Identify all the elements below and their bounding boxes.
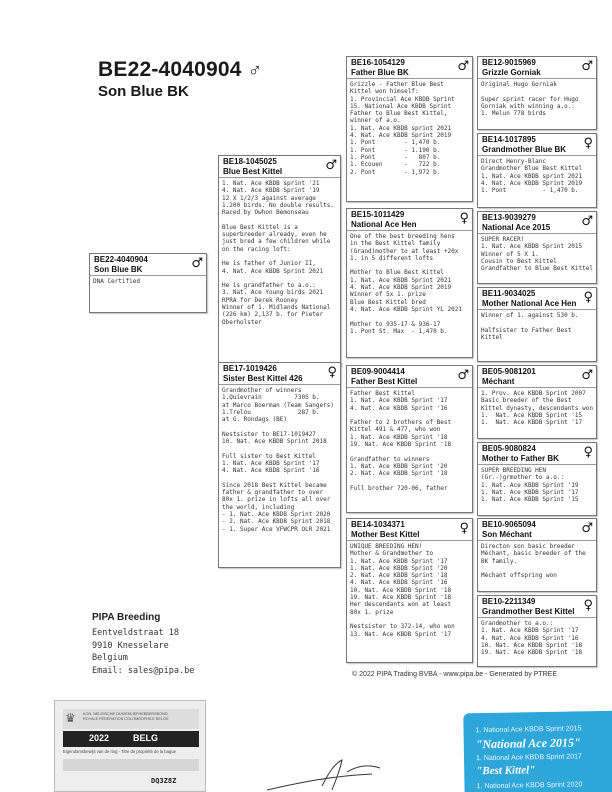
card-line: 1. Provincial Ace KBDB Sprint (350, 95, 455, 103)
card-line: Kittel dynasty, descendants won (481, 404, 593, 412)
card-line (350, 313, 469, 320)
female-symbol-icon: ♀ (327, 365, 337, 380)
ring-number: BE17-1019426 (223, 364, 277, 373)
card-header (478, 57, 596, 79)
signature-icon (262, 752, 432, 792)
card-line: 4. Nat. Ace KBDB Sprint '16 (222, 467, 320, 475)
card-line: 1. Pont - 1,470 b. (481, 187, 579, 195)
card-line: Méchant offspring won (481, 572, 557, 580)
card-line: just bred a few children while (222, 238, 331, 246)
card-line: 2. Pont - 1,972 b. (350, 168, 441, 176)
card-line: Blue Best Kittel is a (222, 223, 298, 231)
card-line (222, 253, 337, 260)
card-line: Full sister to Best Kittel (222, 452, 316, 460)
card-line: 1. Nat. Ace KBDB Sprint '17 (481, 627, 579, 635)
card-body (478, 388, 596, 428)
card-header (478, 134, 596, 156)
banner-line-5: 1. National Ace KBDB Sprint 2020 (476, 781, 583, 791)
banner-line-4: "Best Kittel" (476, 764, 536, 778)
card-line: Original Hugo Gorniak (481, 81, 557, 88)
card-line: 4. Nat. Ace KBDB Sprint 2019 (350, 284, 452, 292)
pigeon-name: Father Blue BK (351, 68, 409, 77)
card-header (90, 254, 206, 276)
card-header (478, 212, 596, 234)
male-symbol-icon: ♂ (581, 59, 593, 74)
card-line: 4. Nat. Ace KBDB Sprint YL 2021 (350, 305, 462, 313)
card-line: He is father of Junior II, (222, 260, 316, 268)
pedigree-card (218, 155, 341, 366)
pedigree-card (477, 133, 597, 208)
male-symbol-icon: ♂ (191, 256, 203, 271)
card-line: 1. Pont - 807 b. (350, 153, 441, 161)
pigeon-name: Grandmother Best Kittel (482, 607, 575, 616)
female-symbol-icon: ♀ (459, 211, 469, 226)
card-line: 4. Nat. Ace KBDB Sprint '16 (350, 404, 448, 412)
card-line: Mother & Grandmother to (350, 550, 434, 558)
card-line: father & grandfather to over (222, 489, 324, 497)
ring-certificate (54, 700, 206, 792)
breeder-country: Belgium (92, 653, 128, 663)
card-line: Since 2018 Best Kittel became (222, 481, 327, 489)
card-body (219, 178, 340, 328)
card-body (347, 541, 472, 640)
ring-card-caption: Eigendomsbewijs van de ring - Titre de propriété de la bague (63, 749, 176, 754)
card-line: 4. Nat. Ace KBDB Sprint 2019 (350, 132, 452, 140)
card-body (478, 156, 596, 196)
card-line: 10. Nat. Ace KBDB Sprint '18 (481, 641, 583, 649)
page-title-ring: BE22-4040904 (98, 58, 242, 81)
card-line: Cousin to Best Kittel (481, 257, 557, 265)
card-line: DNA Certified (93, 278, 140, 285)
male-symbol-icon: ♂ (247, 60, 263, 81)
banner-line-1: 1. National Ace KBDB Sprint 2015 (475, 725, 582, 735)
ring-number: BE18-1045025 (223, 157, 277, 166)
card-line: (Grand)mother to at least +20x (350, 247, 459, 255)
breeder-city: 9910 Knesselare (92, 640, 169, 651)
card-line: Basic breeder of the Best (481, 397, 572, 405)
card-line: 1. Nat. Ace KBDB Sprint '17 (481, 419, 583, 427)
card-line: Méchant, basic breeder of the (481, 550, 586, 558)
pigeon-name: Son Blue BK (94, 265, 143, 274)
card-line (350, 412, 469, 419)
card-line (350, 478, 469, 485)
card-line: Full brother 720-06, father (350, 484, 448, 492)
card-header (478, 519, 596, 541)
card-line: 1. Pont - 1.190 b. (350, 146, 441, 154)
card-line: Kittel won himself: (350, 88, 419, 96)
male-symbol-icon: ♂ (581, 368, 593, 383)
card-line: 1. Nat. Ace KBDB Sprint '19 (481, 481, 579, 489)
card-line (481, 565, 593, 572)
card-body (347, 231, 472, 337)
card-body (478, 541, 596, 581)
card-line: on the racing loft: (222, 245, 291, 253)
breeder-email: Email: sales@pipa.be (92, 665, 195, 676)
card-line: Kittel 491 & 477, who won (350, 426, 441, 434)
card-line: 1. Nat. Ace KBDB Sprint '20 (350, 462, 448, 470)
card-body (478, 310, 596, 343)
card-header (478, 443, 596, 465)
card-body (478, 618, 596, 658)
card-line (222, 445, 337, 452)
card-line: at Marco Boerman (Team Sangers) (222, 401, 334, 409)
pedigree-card (89, 253, 207, 313)
breeder-name: PIPA Breeding (92, 612, 161, 623)
pedigree-card (477, 56, 597, 130)
ring-number: BE10-2211349 (482, 597, 536, 606)
female-symbol-icon: ♀ (583, 445, 593, 460)
card-line: RPRA for Derek Rooney (222, 296, 298, 304)
pigeon-name: Blue Best Kittel (223, 167, 283, 176)
card-line: in the Best Kittel family (350, 240, 441, 248)
card-line (222, 423, 337, 430)
ring-number: BE12-9015969 (482, 58, 536, 67)
card-line: Father to Blue Best Kittel, (350, 110, 448, 118)
card-line: Nestsister to 372-14, who won (350, 623, 455, 631)
pedigree-card (477, 211, 597, 284)
card-line: 3. Nat. Ace Young birds 2021 (222, 289, 324, 297)
pedigree-card (477, 595, 597, 667)
card-line: Grandmother of winners (222, 387, 302, 394)
card-line: Grandfather to Blue Best Kittel (481, 265, 593, 273)
card-line: Winner of 5x 1. prize (350, 291, 426, 299)
pedigree-card (477, 442, 597, 516)
card-line: Direct Henry-Blanc (481, 158, 547, 165)
card-body (478, 234, 596, 274)
pigeon-name: Méchant (482, 377, 515, 386)
card-line: 1. Nat. Ace KBDB Sprint '17 (222, 459, 320, 467)
card-header (219, 363, 340, 385)
card-line: 1. Melun 778 birds (481, 110, 547, 118)
card-line: the world, including (222, 503, 295, 511)
pedigree-card (477, 365, 597, 439)
card-line: superbreeder already, even he (222, 231, 327, 239)
card-line: He is grandfather to a.o.: (222, 282, 316, 290)
crown-icon: ♛ (65, 711, 76, 725)
female-symbol-icon: ♀ (583, 598, 593, 613)
card-line: 10. Nat. Ace KBDB Sprint '18 (350, 586, 452, 594)
card-line: Father Best Kittel (350, 390, 416, 397)
ring-number: BE14-1017895 (482, 135, 536, 144)
male-symbol-icon: ♂ (457, 59, 469, 74)
card-line (222, 475, 337, 482)
pigeon-name: Father Best Kittel (351, 377, 418, 386)
card-line: - 1. Super Ace VFWCPR OLR 2021 (222, 525, 331, 533)
card-line: Nestsister to BE17-1019427 (222, 430, 316, 438)
ring-number: BE15-1011429 (351, 210, 405, 219)
page-subtitle: Son Blue BK (98, 83, 189, 100)
card-line: 19. Nat. Ace KBDB Sprint '18 (481, 649, 583, 657)
card-line: SUPER BREEDING HEN (481, 467, 547, 474)
card-line: Gorniak with winning a.o.: (481, 102, 575, 110)
card-line: Kittel (481, 333, 503, 341)
pedigree-card (218, 362, 341, 568)
card-line: Winner of 1. Midlands National (222, 304, 331, 312)
card-body (347, 79, 472, 178)
card-line (350, 262, 469, 269)
pigeon-name: Sister Best Kittel 426 (223, 374, 303, 383)
page-title (98, 58, 262, 82)
female-symbol-icon: ♀ (583, 290, 593, 305)
card-line: 1. Nat. Ace KBDB Sprint '17 (350, 557, 448, 565)
card-line: Mother to 935-17 & 936-17 (350, 320, 441, 328)
ring-card-org: KON. BELGISCHE DUIVENLIEFHEBBERSBOND ROYALE FÉDÉRATION COLOMBOPHILE BELGE (83, 712, 169, 721)
male-symbol-icon: ♂ (581, 521, 593, 536)
card-line: Oberholster (222, 318, 262, 326)
card-line: BK family. (481, 557, 518, 565)
card-line: UNIQUE BREEDING HEN! (350, 543, 423, 550)
card-line: 15. National Ace KBDB Sprint (350, 102, 452, 110)
card-line: 1. Nat. Ace KBDB Sprint 2021 (350, 276, 452, 284)
card-line: 2. Nat. Ace KBDB Sprint '18 (350, 572, 448, 580)
card-line (481, 88, 593, 95)
card-line: 1. in 5 different lofts (350, 254, 434, 262)
ring-card-country: BELG (133, 733, 159, 743)
card-line: Father to 2 brothers of Best (350, 419, 452, 427)
card-line: 1. Nat. Ace KBDB sprint '21 (222, 180, 320, 187)
card-line: 1. Pont - 1,470 b. (350, 139, 441, 147)
male-symbol-icon: ♂ (325, 158, 337, 173)
banner-line-2: "National Ace 2015" (475, 735, 581, 752)
card-line: Winner of 5 X 1. (481, 250, 539, 258)
card-line: 13. Nat. Ace KBDB Sprint '17 (350, 630, 452, 638)
card-line: Grizzle - Father Blue Best (350, 81, 444, 88)
card-line: 1. Nat. Ace KBDB Sprint 2015 (481, 243, 583, 251)
card-line: Directon son basic breeder (481, 543, 575, 550)
card-line: Blue Best Kittel bred (350, 298, 426, 306)
banner-line-3: 1. National Ace KBDB Sprint 2017 (475, 753, 582, 763)
card-body (478, 465, 596, 505)
card-line: SUPER RACER! (481, 236, 525, 243)
pedigree-card (346, 56, 473, 202)
achievement-banner (463, 711, 612, 792)
card-line: 1.200 birds. No double results. (222, 201, 334, 209)
card-line (222, 275, 337, 282)
card-line (222, 216, 337, 223)
card-line (350, 616, 469, 623)
card-header (347, 519, 472, 541)
card-line: 4. Nat. Ace KBDB Sprint '19 (222, 187, 320, 195)
pigeon-name: Mother National Ace Hen (482, 299, 577, 308)
card-line: Grandmother Blue Best Kittel (481, 165, 583, 173)
card-line: 1. Nat. Ace KBDB Sprint '17 (350, 397, 448, 405)
card-line: Her descendants won at least (350, 601, 452, 609)
card-body (90, 276, 206, 287)
card-line: Mother to Blue Best Kittel (350, 269, 444, 277)
card-line: 1. Nat. Ace KBDB sprint 2021 (481, 172, 583, 180)
pigeon-name: Mother to Father BK (482, 454, 559, 463)
card-header (347, 209, 472, 231)
card-line: 10. Nat. Ace KBDB Sprint 2018 (222, 438, 327, 446)
pigeon-name: Grandmother Blue BK (482, 145, 567, 154)
ring-card-band (63, 731, 199, 747)
card-line: Raced by Owhon Bemonseau (222, 209, 309, 217)
card-line: 1. Prov. Ace KBDB Sprint 2007 (481, 390, 586, 397)
pedigree-card (477, 287, 597, 362)
ring-number: BE11-9034025 (482, 289, 536, 298)
card-line: 1. Nat. Ace KBDB Sprint '15 (481, 411, 583, 419)
card-line: - 2. Nat. Ace KBDB Sprint 2018 (222, 518, 331, 526)
card-line: Grandfather to winners (350, 455, 430, 463)
pedigree-card (346, 365, 473, 513)
ring-number: BE09-9004414 (351, 367, 405, 376)
ring-card-code: DQ3Z8Z (151, 777, 177, 785)
card-line: 1. Nat. Ace KBDB Sprint '17 (481, 488, 579, 496)
male-symbol-icon: ♂ (581, 214, 593, 229)
card-line: winner of a.o. (350, 117, 401, 125)
pigeon-name: Grizzle Gorniak (482, 68, 541, 77)
card-line: 19. Nat. Ace KBDB Sprint '18 (350, 594, 452, 602)
card-line: 1. Nat. Ace KBDB Sprint '20 (350, 564, 448, 572)
card-header (478, 288, 596, 310)
ring-number: BE10-9065094 (482, 520, 536, 529)
card-line (481, 319, 593, 326)
card-header (347, 57, 472, 79)
card-line: 4. Nat. Ace KBDB Sprint 2021 (222, 267, 324, 275)
ring-card-year: 2022 (89, 733, 110, 743)
pedigree-card (477, 518, 597, 592)
pigeon-name: National Ace Hen (351, 220, 417, 229)
pigeon-name: National Ace 2015 (482, 223, 551, 232)
female-symbol-icon: ♀ (583, 136, 593, 151)
card-header (347, 366, 472, 388)
card-line: Winner of 1. against 530 b. (481, 312, 579, 319)
card-line: - 1. Nat. Ace KBDB Sprint 2020 (222, 511, 331, 519)
card-line: Halfsister to Father Best (481, 326, 572, 334)
ring-number: BE13-9039279 (482, 213, 536, 222)
card-header (478, 366, 596, 388)
card-line: 4. Nat. Ace KBDB Sprint '16 (481, 634, 579, 642)
ring-number: BE05-9080824 (482, 444, 536, 453)
ring-number: BE05-9081201 (482, 367, 536, 376)
card-line: at G. Rondags (BE) (222, 416, 288, 424)
card-line: One of the best breeding hens (350, 233, 455, 240)
pigeon-name: Son Méchant (482, 530, 532, 539)
ring-number: BE22-4040904 (94, 255, 148, 264)
card-line: Super sprint racer for Hugo (481, 95, 579, 103)
ring-number: BE16-1054129 (351, 58, 405, 67)
female-symbol-icon: ♀ (459, 521, 469, 536)
card-line: (226 km) 2,137 b. for Pieter (222, 311, 324, 319)
card-header (219, 156, 340, 178)
ring-card-stripe (63, 759, 199, 771)
card-line: 4. Nat. Ace KBDB Sprint 2019 (481, 179, 583, 187)
breeder-street: Eentveldstraat 18 (92, 628, 179, 638)
card-line: (Gr.-)grmother to a.o.: (481, 474, 565, 482)
copyright-footer: © 2022 PIPA Trading BVBA - www.pipa.be - Generated by PTREE (352, 671, 558, 678)
card-line: 1. Nat. Ace KBDB Sprint '15 (481, 496, 579, 504)
card-line: 1. Nat. Ace KBDB sprint 2021 (350, 124, 452, 132)
pedigree-card (346, 518, 473, 663)
male-symbol-icon: ♂ (457, 368, 469, 383)
card-line: 4. Nat. Ace KBDB Sprint '16 (350, 579, 448, 587)
card-line: 80x 1. prize in lofts all over (222, 496, 331, 504)
card-line: 1. Ecouen - 722 b. (350, 161, 441, 169)
card-header (478, 596, 596, 618)
card-line: 2. Nat. Ace KBDB Sprint '18 (350, 470, 448, 478)
card-line: 1. Pont St. Max - 1,470 b. (350, 327, 448, 335)
card-line (350, 448, 469, 455)
pedigree-card (346, 208, 473, 358)
card-body (347, 388, 472, 494)
card-line: 19. Nat. Ace KBDB Sprint '18 (350, 441, 452, 449)
ring-number: BE14-1034371 (351, 520, 405, 529)
card-line: 80x 1. prize (350, 608, 394, 616)
pigeon-name: Mother Best Kittel (351, 530, 420, 539)
card-body (219, 385, 340, 535)
card-line: 1.Trelou 287 b. (222, 408, 320, 416)
card-line: 12 X 1/2/3 against average (222, 194, 316, 202)
card-line: Grandmother to a.o.: (481, 620, 554, 627)
card-line: 1. Nat. Ace KBDB Sprint '18 (350, 433, 448, 441)
card-line: 1.Quievrain 7305 b. (222, 394, 320, 402)
breeder-address (92, 612, 194, 677)
card-body (478, 79, 596, 119)
